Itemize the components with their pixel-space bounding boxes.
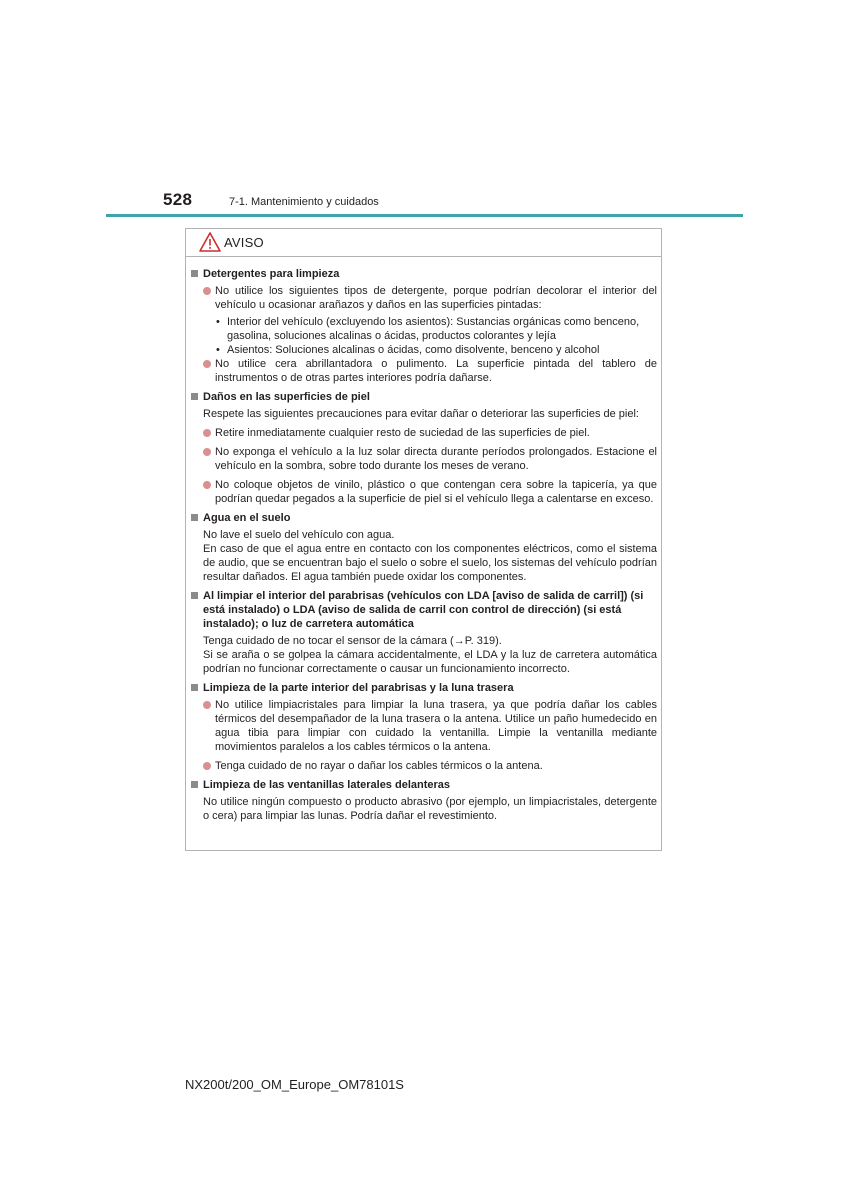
square-bullet-icon	[191, 393, 198, 400]
list-item: No coloque objetos de vinilo, plástico o que contengan cera sobre la tapicería, ya que podrían quedar pegados a la superficie de piel si el vehículo llega a calentarse en exceso.	[191, 478, 657, 506]
square-bullet-icon	[191, 514, 198, 521]
paragraph: No lave el suelo del vehículo con agua.	[203, 529, 395, 541]
round-bullet-icon	[203, 287, 211, 295]
document-code: NX200t/200_OM_Europe_OM78101S	[185, 1077, 404, 1092]
square-bullet-icon	[191, 592, 198, 599]
sub-list-item: • Interior del vehículo (excluyendo los asientos): Sustancias orgánicas como benceno, gasolina, soluciones alcalinas o ácidas, productos colorantes y lejía	[216, 316, 640, 342]
square-bullet-icon	[191, 781, 198, 788]
list-item: No utilice los siguientes tipos de detergente, porque podrían decolorar el interior del vehículo u ocasionar arañazos y daños en las superficies pintadas:	[191, 284, 657, 312]
square-bullet-icon	[191, 270, 198, 277]
sub-list-item: • Asientos: Soluciones alcalinas o ácidas, como disolvente, benceno y alcohol	[216, 344, 600, 356]
section-title: 7-1. Mantenimiento y cuidados	[229, 196, 379, 208]
section-heading: Daños en las superficies de piel	[191, 390, 657, 404]
paragraph: Tenga cuidado de no tocar el sensor de la cámara (→P. 319).	[203, 635, 502, 647]
list-item: No utilice limpiacristales para limpiar la luna trasera, ya que podría dañar los cables térmicos del desempañador de la luna trasera o la antena. Utilice un paño humedecido en agua tibia para limpiar con cuidado la ventanilla. Limpie la ventanilla mediante movimientos paralelos a los cables térmicos o la antena.	[191, 698, 657, 754]
warning-label: AVISO	[224, 235, 264, 250]
section-heading: Limpieza de las ventanillas laterales delanteras	[191, 778, 657, 792]
paragraph: Respete las siguientes precauciones para evitar dañar o deteriorar las superficies de piel:	[203, 408, 639, 420]
round-bullet-icon	[203, 360, 211, 368]
warning-box	[185, 228, 662, 851]
paragraph: En caso de que el agua entre en contacto con los componentes eléctricos, como el sistema de audio, que se encuentran bajo el suelo o sobre el suelo, los sistemas del vehículo podrían resultar dañados. El agua también puede oxidar los componentes.	[203, 543, 657, 583]
list-item: No utilice cera abrillantadora o pulimento. La superficie pintada del tablero de instrumentos o de otras partes interiores podría dañarse.	[191, 357, 657, 385]
page-number: 528	[163, 190, 193, 209]
warning-triangle-icon	[199, 232, 221, 252]
list-item: Tenga cuidado de no rayar o dañar los cables térmicos o la antena.	[191, 759, 657, 773]
section-heading: Detergentes para limpieza	[191, 267, 657, 281]
square-bullet-icon	[191, 684, 198, 691]
round-bullet-icon	[203, 429, 211, 437]
warning-header	[186, 229, 661, 257]
paragraph: No utilice ningún compuesto o producto abrasivo (por ejemplo, un limpiacristales, detergente o cera) para limpiar las lunas. Podría dañar el revestimiento.	[203, 796, 657, 822]
round-bullet-icon	[203, 448, 211, 456]
round-bullet-icon	[203, 481, 211, 489]
warning-content	[186, 265, 661, 828]
round-bullet-icon	[203, 762, 211, 770]
round-bullet-icon	[203, 701, 211, 709]
paragraph: Si se araña o se golpea la cámara accidentalmente, el LDA y la luz de carretera automática podrían no funcionar correctamente o causar un funcionamiento incorrecto.	[203, 649, 657, 675]
section-heading: Limpieza de la parte interior del parabrisas y la luna trasera	[191, 681, 657, 695]
list-item: Retire inmediatamente cualquier resto de suciedad de las superficies de piel.	[191, 426, 657, 440]
list-item: No exponga el vehículo a la luz solar directa durante períodos prolongados. Estacione el vehículo en la sombra, sobre todo durante los meses de verano.	[191, 445, 657, 473]
header-rule	[106, 214, 743, 217]
section-heading: Agua en el suelo	[191, 511, 657, 525]
section-heading: Al limpiar el interior del parabrisas (vehículos con LDA [aviso de salida de carril]) (si está instalado) o LDA (aviso de salida de carril con control de dirección) (si está instalado); o luz de carretera automática	[191, 589, 657, 631]
